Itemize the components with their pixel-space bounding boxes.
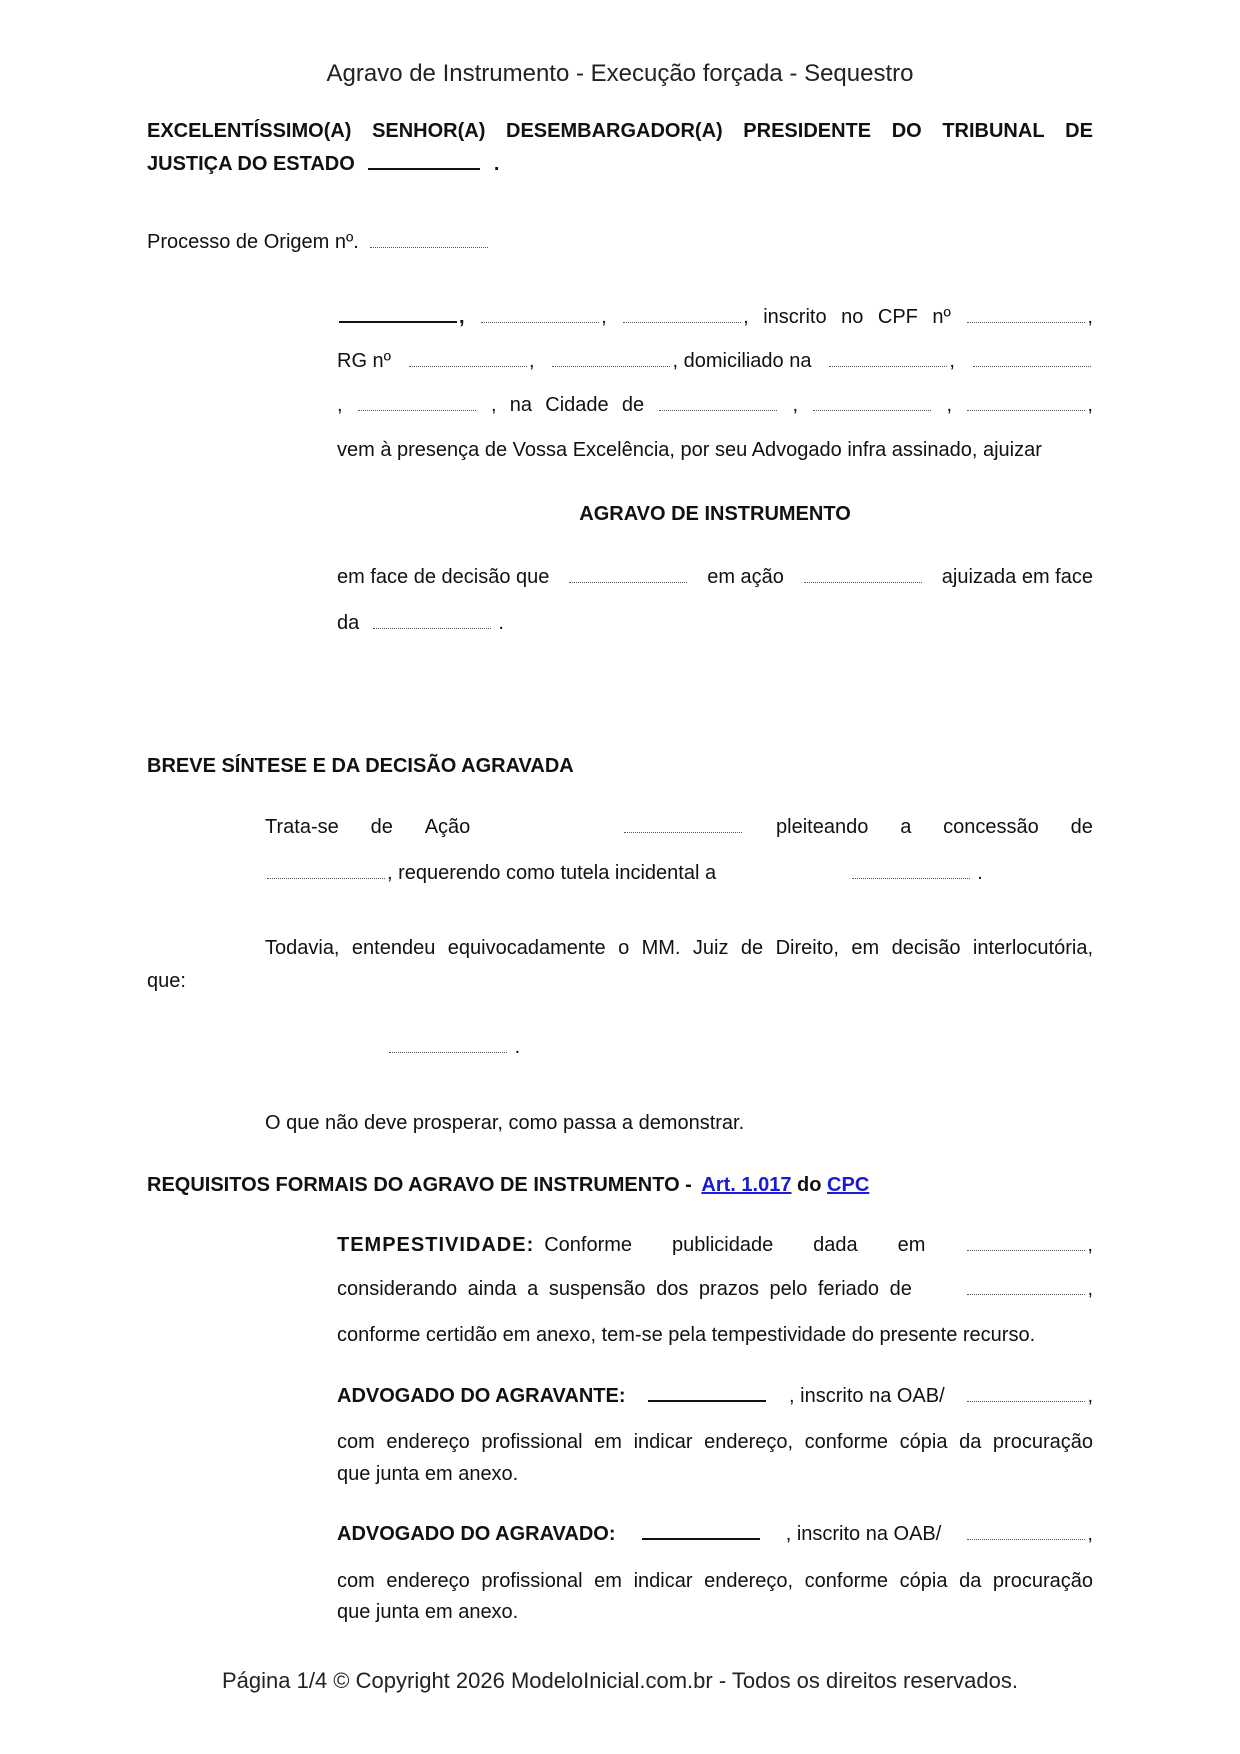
sintese-paragraph-2-line-1: Todavia, entendeu equivocadamente o MM. Juiz de Direito, em decisão interlocutória, xyxy=(265,937,1093,959)
period: . xyxy=(493,153,500,175)
period: . xyxy=(498,612,504,634)
address-state-label: JUSTIÇA DO ESTADO xyxy=(147,153,355,175)
period: . xyxy=(977,862,983,884)
sintese-paragraph-2-line-2: que: xyxy=(147,970,186,992)
comma: , xyxy=(949,350,955,372)
process-origin-label: Processo de Origem nº. xyxy=(147,231,359,253)
comma: , xyxy=(792,394,799,416)
section-title-sintese: BREVE SÍNTESE E DA DECISÃO AGRAVADA xyxy=(147,755,574,777)
section-title-requisitos xyxy=(147,1172,869,1198)
tempestividade-line-3: conforme certidão em anexo, tem-se pela tempestividade do presente recurso. xyxy=(337,1324,1036,1346)
action-type-blank[interactable] xyxy=(804,581,922,583)
text: na xyxy=(509,394,533,416)
agravante-line-1 xyxy=(337,1385,1093,1408)
comma: , xyxy=(1087,1234,1093,1256)
agravado-lawyer-blank[interactable] xyxy=(642,1537,760,1540)
address-word: PRESIDENTE xyxy=(743,120,872,142)
agravado-line-3: que junta em anexo. xyxy=(337,1601,519,1623)
neighborhood-blank[interactable] xyxy=(358,409,476,411)
nationality-blank[interactable] xyxy=(481,321,599,323)
period: . xyxy=(514,1036,521,1058)
comma: , xyxy=(337,394,343,416)
text: nº xyxy=(932,306,951,328)
number-blank[interactable] xyxy=(973,365,1091,367)
domiciliado-label: , domiciliado na xyxy=(672,350,812,372)
qualification-line-4: vem à presença de Vossa Excelência, por seu Advogado infra assinado, ajuizar xyxy=(337,439,1042,461)
qualification-line-3 xyxy=(337,394,1093,417)
comma: , xyxy=(601,306,607,328)
text: pleiteando xyxy=(776,816,869,838)
action-name-blank[interactable] xyxy=(624,831,742,833)
address-word: DE xyxy=(1065,120,1093,142)
cpc-link[interactable]: CPC xyxy=(827,1174,870,1196)
defendant-blank[interactable] xyxy=(373,627,491,629)
agravante-oab-blank[interactable] xyxy=(967,1400,1085,1402)
tempestividade-line-2 xyxy=(337,1278,1093,1301)
address-word: DO xyxy=(891,120,922,142)
tutela-blank[interactable] xyxy=(852,877,970,879)
address-line-1 xyxy=(147,120,1093,143)
publication-date-blank[interactable] xyxy=(967,1249,1085,1251)
text: dada xyxy=(813,1234,858,1256)
comma: , xyxy=(528,350,535,372)
agravante-line-3: que junta em anexo. xyxy=(337,1463,519,1485)
comma: , xyxy=(459,306,465,328)
text: ajuizada em face xyxy=(941,566,1093,588)
text: Trata-se xyxy=(265,816,339,838)
decision-content xyxy=(387,1034,520,1060)
comma: , xyxy=(946,394,953,416)
text: de xyxy=(1070,816,1093,838)
article-link[interactable]: Art. 1.017 xyxy=(701,1174,792,1196)
text: Ação xyxy=(424,816,471,838)
action-title: AGRAVO DE INSTRUMENTO xyxy=(579,503,851,525)
text: em ação xyxy=(707,566,784,588)
agravado-line-1 xyxy=(337,1523,1093,1546)
section-title-text: REQUISITOS FORMAIS DO AGRAVO DE INSTRUMENTO - xyxy=(147,1174,692,1196)
text: da xyxy=(337,612,360,634)
text: do xyxy=(797,1174,822,1196)
process-number-blank[interactable] xyxy=(370,246,488,248)
agravado-oab-blank[interactable] xyxy=(967,1538,1085,1540)
sintese-line-1 xyxy=(265,816,1093,839)
agravante-label: ADVOGADO DO AGRAVANTE: xyxy=(337,1385,626,1407)
text: de xyxy=(370,816,393,838)
comma: , xyxy=(1087,1278,1093,1300)
sintese-line-2 xyxy=(265,860,983,886)
state-uf-blank[interactable] xyxy=(813,409,931,411)
text: , inscrito na OAB/ xyxy=(785,1523,942,1545)
text: considerando ainda a suspensão dos prazos pelo feriado de xyxy=(337,1278,912,1300)
street-blank[interactable] xyxy=(829,365,947,367)
agravado-line-2: com endereço profissional em indicar endereço, conforme cópia da procuração xyxy=(337,1570,1093,1592)
issuer-blank[interactable] xyxy=(552,365,670,367)
rg-blank[interactable] xyxy=(409,365,527,367)
text: publicidade xyxy=(672,1234,774,1256)
process-origin xyxy=(147,229,490,255)
text: a xyxy=(900,816,912,838)
comma: , xyxy=(1087,306,1093,328)
address-word: DESEMBARGADOR(A) xyxy=(506,120,723,142)
city-blank[interactable] xyxy=(659,409,777,411)
agravado-label: ADVOGADO DO AGRAVADO: xyxy=(337,1523,616,1545)
text: em face de decisão que xyxy=(337,566,550,588)
decision-blank[interactable] xyxy=(569,581,687,583)
rg-label: RG nº xyxy=(337,350,391,372)
tempestividade-line-1 xyxy=(337,1234,1093,1257)
qualification-line-1 xyxy=(337,306,1093,329)
address-line-2 xyxy=(147,151,499,177)
marital-status-blank[interactable] xyxy=(623,321,741,323)
text: Cidade xyxy=(545,394,609,416)
tempestividade-label: TEMPESTIVIDADE: xyxy=(337,1234,535,1256)
text: no xyxy=(841,306,864,328)
address-word: TRIBUNAL xyxy=(942,120,1045,142)
decision-content-blank[interactable] xyxy=(389,1051,507,1053)
qualification-line-2 xyxy=(337,350,1093,373)
agravante-lawyer-blank[interactable] xyxy=(648,1399,766,1402)
sintese-paragraph-3: O que não deve prosperar, como passa a demonstrar. xyxy=(265,1112,745,1134)
comma: , xyxy=(743,306,749,328)
decision-line-2 xyxy=(337,610,504,636)
text: Conforme xyxy=(544,1234,633,1256)
decision-line-1 xyxy=(337,566,1093,589)
text: , requerendo como tutela incidental a xyxy=(387,862,717,884)
party-name-blank[interactable] xyxy=(339,320,457,323)
text: CPF xyxy=(877,306,918,328)
document-header-title: Agravo de Instrumento - Execução forçada - Sequestro xyxy=(326,60,914,87)
comma: , xyxy=(1087,1385,1093,1407)
text: , inscrito na OAB/ xyxy=(789,1385,945,1407)
agravante-line-2: com endereço profissional em indicar endereço, conforme cópia da procuração xyxy=(337,1431,1093,1453)
text: em xyxy=(897,1234,926,1256)
concession-blank[interactable] xyxy=(267,877,385,879)
text: de xyxy=(621,394,645,416)
page-footer: Página 1/4 © Copyright 2026 ModeloInicial.com.br - Todos os direitos reservados. xyxy=(222,1668,1018,1693)
cep-blank[interactable] xyxy=(967,409,1085,411)
comma: , xyxy=(1087,1523,1093,1545)
text: concessão xyxy=(943,816,1039,838)
state-blank[interactable] xyxy=(368,167,480,170)
comma: , xyxy=(491,394,497,416)
address-word: EXCELENTÍSSIMO(A) xyxy=(147,120,352,142)
holiday-blank[interactable] xyxy=(967,1293,1085,1295)
address-word: SENHOR(A) xyxy=(372,120,486,142)
text: inscrito xyxy=(763,306,827,328)
comma: , xyxy=(1087,394,1093,416)
cpf-blank[interactable] xyxy=(967,321,1085,323)
